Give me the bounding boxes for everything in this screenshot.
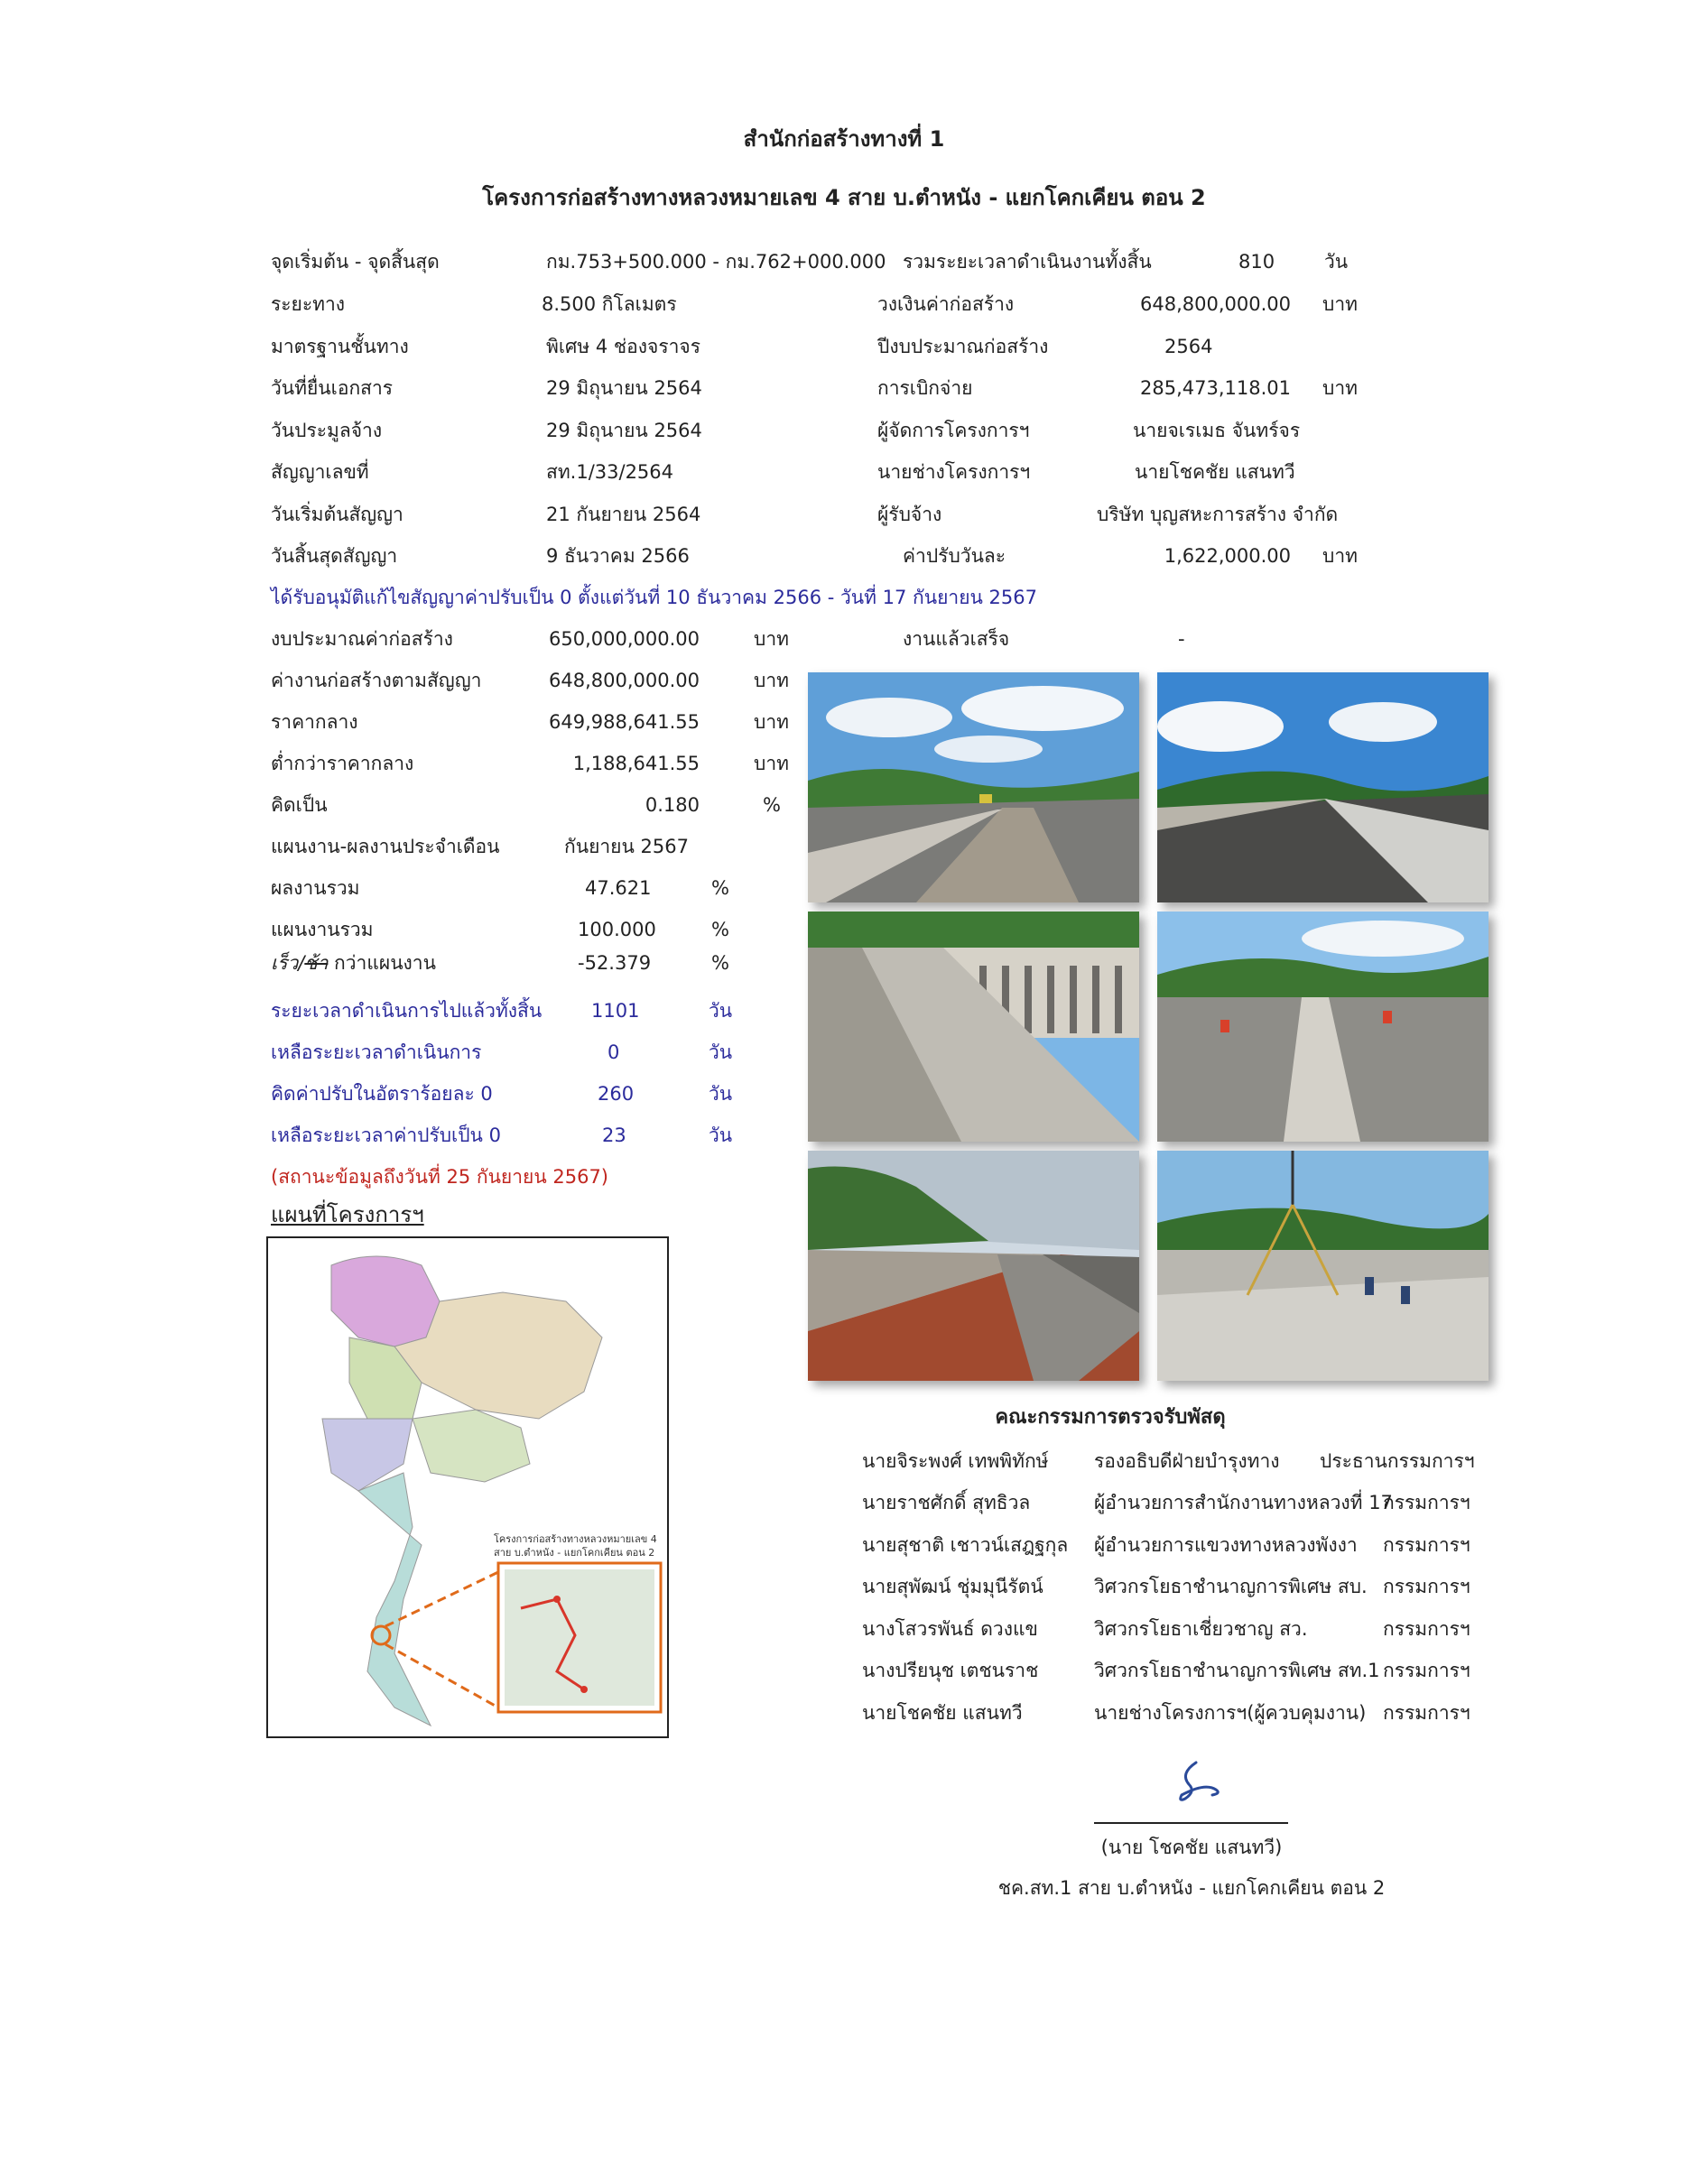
budget-value: 1,188,641.55 [572, 753, 700, 774]
monthly-value: กันยายน 2567 [564, 836, 689, 857]
construction-photo [1157, 1151, 1489, 1381]
duration-label: คิดค่าปรับในอัตราร้อยละ 0 [271, 1083, 493, 1105]
duration-label: เหลือระยะเวลาดำเนินการ [271, 1041, 482, 1063]
duration-label: เหลือระยะเวลาค่าปรับเป็น 0 [271, 1124, 501, 1146]
member-role: กรรมการฯ [1383, 1702, 1470, 1724]
budget-unit: บาท [754, 753, 789, 774]
progress-value: 47.621 [585, 877, 652, 899]
info-label: วันเริ่มต้นสัญญา [271, 504, 403, 525]
duration-value: 23 [602, 1124, 626, 1146]
map-title: แผนที่โครงการฯ [271, 1202, 424, 1227]
budget-label: งบประมาณค่าก่อสร้าง [271, 628, 453, 650]
info-value: 1,622,000.00 [1164, 545, 1291, 567]
budget-label: ต่ำกว่าราคากลาง [271, 753, 414, 774]
info-label: วันที่ยื่นเอกสาร [271, 377, 394, 399]
construction-photo [1157, 912, 1489, 1142]
member-name: นายสุพัฒน์ ชุ่มมุนีรัตน์ [862, 1576, 1043, 1597]
budget-value: 0.180 [645, 794, 700, 816]
info-value: 285,473,118.01 [1140, 377, 1291, 399]
info-value: 29 มิถุนายน 2564 [546, 420, 702, 441]
progress-value: 100.000 [578, 919, 656, 940]
info-value: 21 กันยายน 2564 [546, 504, 701, 525]
member-name: นางปรียนุช เตชนราช [862, 1660, 1039, 1681]
member-position: รองอธิบดีฝ่ายบำรุงทาง [1094, 1450, 1280, 1472]
completed-label: งานแล้วเสร็จ [903, 628, 1010, 650]
info-label: จุดเริ่มต้น - จุดสิ้นสุด [271, 251, 440, 273]
signature-line [1094, 1822, 1288, 1824]
member-role: ประธานกรรมการฯ [1320, 1450, 1475, 1472]
info-value: นายโชคชัย แสนทวี [1135, 461, 1295, 483]
budget-unit: % [763, 794, 781, 816]
construction-photo [808, 1151, 1139, 1381]
duration-unit: วัน [709, 1041, 733, 1063]
ahead-rest: กว่าแผนงาน [328, 952, 436, 974]
budget-label: คิดเป็น [271, 794, 328, 816]
duration-unit: วัน [709, 1000, 733, 1022]
member-name: นายจิระพงศ์ เทพพิทักษ์ [862, 1450, 1049, 1472]
construction-photo [1157, 672, 1489, 902]
info-unit: บาท [1322, 377, 1358, 399]
ahead-slow: ช้า [304, 952, 329, 974]
duration-value: 0 [607, 1041, 620, 1063]
signer-title: ชค.สท.1 สาย บ.ตำหนัง - แยกโคกเคียน ตอน 2 [997, 1877, 1386, 1899]
member-position: วิศวกรโยธาเชี่ยวชาญ สว. [1094, 1618, 1308, 1640]
info-value: 8.500 กิโลเมตร [542, 293, 677, 315]
construction-photo [808, 672, 1139, 902]
member-role: กรรมการฯ [1383, 1534, 1470, 1556]
office-title: สำนักก่อสร้างทางที่ 1 [743, 126, 945, 152]
member-position: ผู้อำนวยการสำนักงานทางหลวงที่ 17 [1094, 1492, 1393, 1513]
progress-label: ผลงานรวม [271, 877, 360, 899]
info-value: 2564 [1164, 336, 1213, 357]
budget-label: ค่างานก่อสร้างตามสัญญา [271, 670, 482, 691]
info-value: สท.1/33/2564 [546, 461, 674, 483]
info-label: นายช่างโครงการฯ [877, 461, 1031, 483]
info-value: 29 มิถุนายน 2564 [546, 377, 702, 399]
progress-label: แผนงานรวม [271, 919, 374, 940]
member-role: กรรมการฯ [1383, 1660, 1470, 1681]
info-label: ค่าปรับวันละ [903, 545, 1006, 567]
budget-unit: บาท [754, 670, 789, 691]
info-unit: วัน [1324, 251, 1349, 273]
budget-unit: บาท [754, 711, 789, 733]
completed-value: - [1178, 628, 1185, 650]
progress-unit: % [711, 877, 729, 899]
info-label: ระยะทาง [271, 293, 346, 315]
member-name: นายโชคชัย แสนทวี [862, 1702, 1023, 1724]
progress-unit: % [711, 919, 729, 940]
project-map [266, 1236, 669, 1738]
info-value: กม.753+500.000 - กม.762+000.000 [546, 251, 886, 273]
info-label: การเบิกจ่าย [877, 377, 973, 399]
info-label: ผู้รับจ้าง [877, 504, 942, 525]
project-title: โครงการก่อสร้างทางหลวงหมายเลข 4 สาย บ.ตำหนัง - แยกโคกเคียน ตอน 2 [482, 185, 1206, 210]
member-role: กรรมการฯ [1383, 1492, 1470, 1513]
member-position: นายช่างโครงการฯ(ผู้ควบคุมงาน) [1094, 1702, 1367, 1724]
info-value: บริษัท บุญสหะการสร้าง จำกัด [1097, 504, 1339, 525]
ahead-fast: เร็ว/ [271, 952, 305, 974]
info-unit: บาท [1322, 545, 1358, 567]
member-name: นายสุชาติ เชาวน์เสฎฐกุล [862, 1534, 1069, 1556]
info-label: ผู้จัดการโครงการฯ [877, 420, 1030, 441]
duration-label: ระยะเวลาดำเนินการไปแล้วทั้งสิ้น [271, 1000, 543, 1022]
signer-name: (นาย โชคชัย แสนทวี) [1100, 1837, 1283, 1858]
budget-value: 648,800,000.00 [549, 670, 700, 691]
monthly-label: แผนงาน-ผลงานประจำเดือน [271, 836, 500, 857]
info-value: 810 [1238, 251, 1275, 273]
member-position: วิศวกรโยธาชำนาญการพิเศษ สท.1 [1094, 1660, 1380, 1681]
budget-label: ราคากลาง [271, 711, 358, 733]
info-label: รวมระยะเวลาดำเนินงานทั้งสิ้น [903, 251, 1152, 273]
member-name: นางโสวรพันธ์ ดวงแข [862, 1618, 1038, 1640]
budget-value: 649,988,641.55 [549, 711, 700, 733]
member-position: วิศวกรโยธาชำนาญการพิเศษ สบ. [1094, 1576, 1368, 1597]
duration-unit: วัน [709, 1124, 733, 1146]
map-inset-line2: สาย บ.ตำหนัง - แยกโคกเคียน ตอน 2 [494, 1547, 655, 1559]
info-label: วงเงินค่าก่อสร้าง [877, 293, 1015, 315]
member-role: กรรมการฯ [1383, 1618, 1470, 1640]
budget-value: 650,000,000.00 [549, 628, 700, 650]
info-label: สัญญาเลขที่ [271, 461, 369, 483]
info-label: ปีงบประมาณก่อสร้าง [877, 336, 1049, 357]
construction-photo [808, 912, 1139, 1142]
status-note: (สถานะข้อมูลถึงวันที่ 25 กันยายน 2567) [271, 1166, 609, 1188]
budget-unit: บาท [754, 628, 789, 650]
committee-title: คณะกรรมการตรวจรับพัสดุ [995, 1406, 1226, 1429]
duration-value: 260 [598, 1083, 635, 1105]
info-label: มาตรฐานชั้นทาง [271, 336, 409, 357]
info-unit: บาท [1322, 293, 1358, 315]
info-value: 9 ธันวาคม 2566 [546, 545, 690, 567]
duration-value: 1101 [591, 1000, 640, 1022]
member-name: นายราชศักดิ์ สุทธิวล [862, 1492, 1031, 1513]
ahead-unit: % [711, 952, 729, 974]
thailand-map-image [268, 1238, 667, 1736]
info-label: วันสิ้นสุดสัญญา [271, 545, 398, 567]
info-label: วันประมูลจ้าง [271, 420, 383, 441]
approval-note: ได้รับอนุมัติแก้ไขสัญญาค่าปรับเป็น 0 ตั้งแต่วันที่ 10 ธันวาคม 2566 - วันที่ 17 กันยายน 2567 [271, 587, 1038, 608]
member-position: ผู้อำนวยการแขวงทางหลวงพังงา [1094, 1534, 1358, 1556]
duration-unit: วัน [709, 1083, 733, 1105]
member-role: กรรมการฯ [1383, 1576, 1470, 1597]
info-value: 648,800,000.00 [1140, 293, 1291, 315]
ahead-label [271, 954, 436, 973]
ahead-value: -52.379 [578, 952, 652, 974]
info-value: นายจเรเมธ จันทร์จร [1133, 420, 1301, 441]
info-value: พิเศษ 4 ช่องจราจร [546, 336, 700, 357]
map-inset-line1: โครงการก่อสร้างทางหลวงหมายเลข 4 [494, 1533, 657, 1545]
signature-mark [1169, 1755, 1232, 1805]
